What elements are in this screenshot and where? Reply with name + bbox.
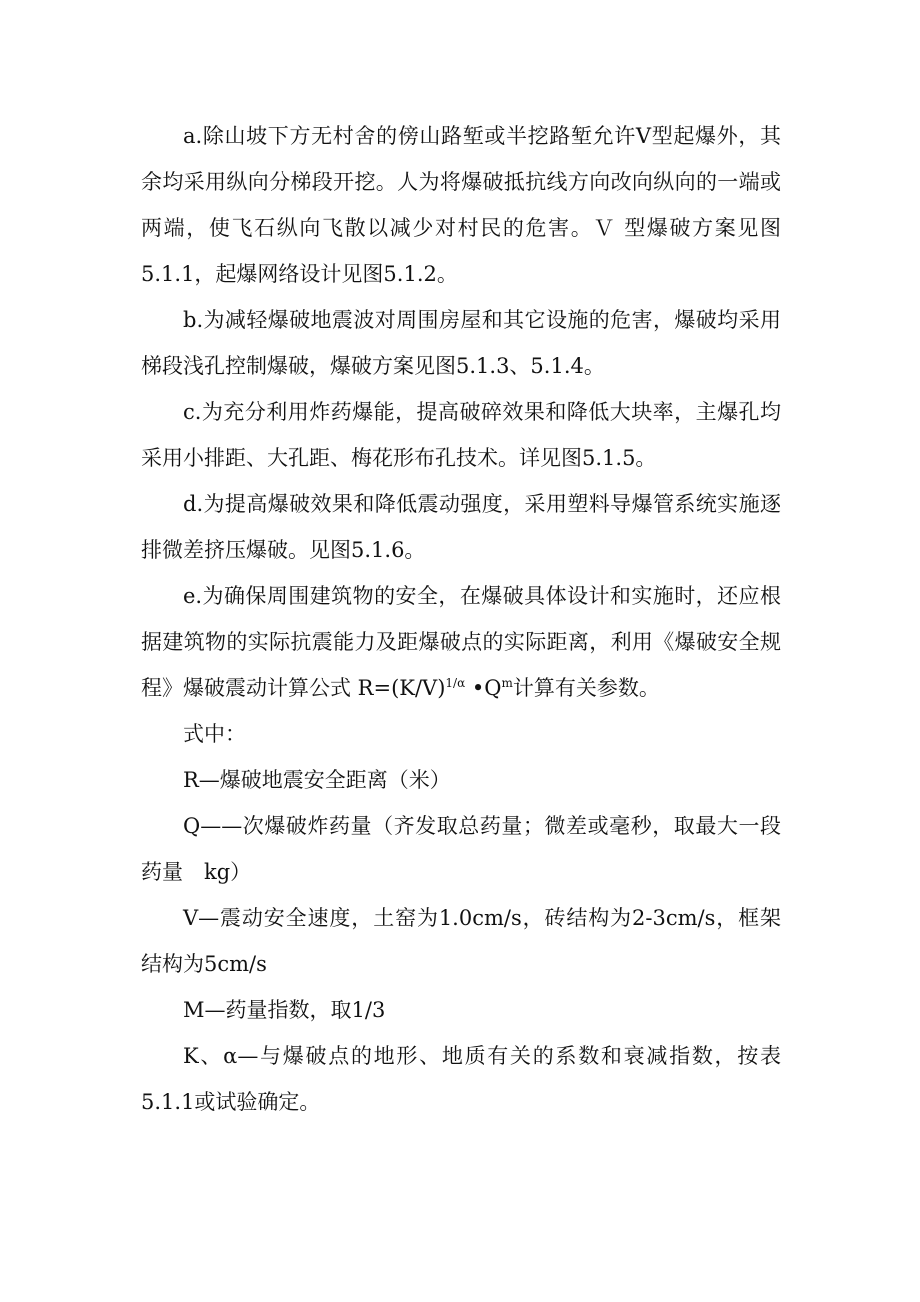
definitions-heading: 式中： — [183, 722, 246, 746]
formula-text-after: 计算有关参数。 — [512, 676, 660, 700]
definition-v: V—震动安全速度，土窑为1.0cm/s，砖结构为2-3cm/s，框架结构为5cm/s — [141, 906, 781, 976]
formula-text-before: e.为确保周围建筑物的安全，在爆破具体设计和实施时，还应根据建筑物的实际抗震能力及距爆破点的实际距离，利用《爆破安全规程》爆破震动计算公式 R=(K/V) — [141, 584, 781, 700]
paragraph-a: a.除山坡下方无村舍的傍山路堑或半挖路堑允许Ⅴ型起爆外，其余均采用纵向分梯段开挖。人为将爆破抵抗线方向改向纵向的一端或两端，使飞石纵向飞散以减少对村民的危害。Ｖ 型爆破方案见图5.1.1，起爆网络设计见图5.1.2。 — [141, 124, 781, 286]
definition-q: Q——次爆破炸药量（齐发取总药量；微差或毫秒，取最大一段药量 kg） — [141, 814, 781, 884]
paragraph-e-formula — [141, 573, 781, 711]
definition-m: M—药量指数，取1/3 — [183, 998, 386, 1022]
formula-text-middle: •Q — [465, 676, 502, 700]
paragraph-c: c.为充分利用炸药爆能，提高破碎效果和降低大块率，主爆孔均采用小排距、大孔距、梅花形布孔技术。详见图5.1.5。 — [141, 400, 781, 470]
body-text — [141, 113, 781, 1125]
definition-r: R—爆破地震安全距离（米） — [183, 768, 451, 792]
formula-exponent-2: m — [501, 676, 513, 690]
formula-exponent-1: 1/α — [445, 676, 466, 690]
paragraph-b: b.为减轻爆破地震波对周围房屋和其它设施的危害，爆破均采用梯段浅孔控制爆破，爆破方案见图5.1.3、5.1.4。 — [141, 308, 781, 378]
paragraph-d: d.为提高爆破效果和降低震动强度，采用塑料导爆管系统实施逐排微差挤压爆破。见图5.1.6。 — [141, 492, 781, 562]
definition-k-alpha: K、α—与爆破点的地形、地质有关的系数和衰减指数，按表5.1.1或试验确定。 — [141, 1044, 781, 1114]
